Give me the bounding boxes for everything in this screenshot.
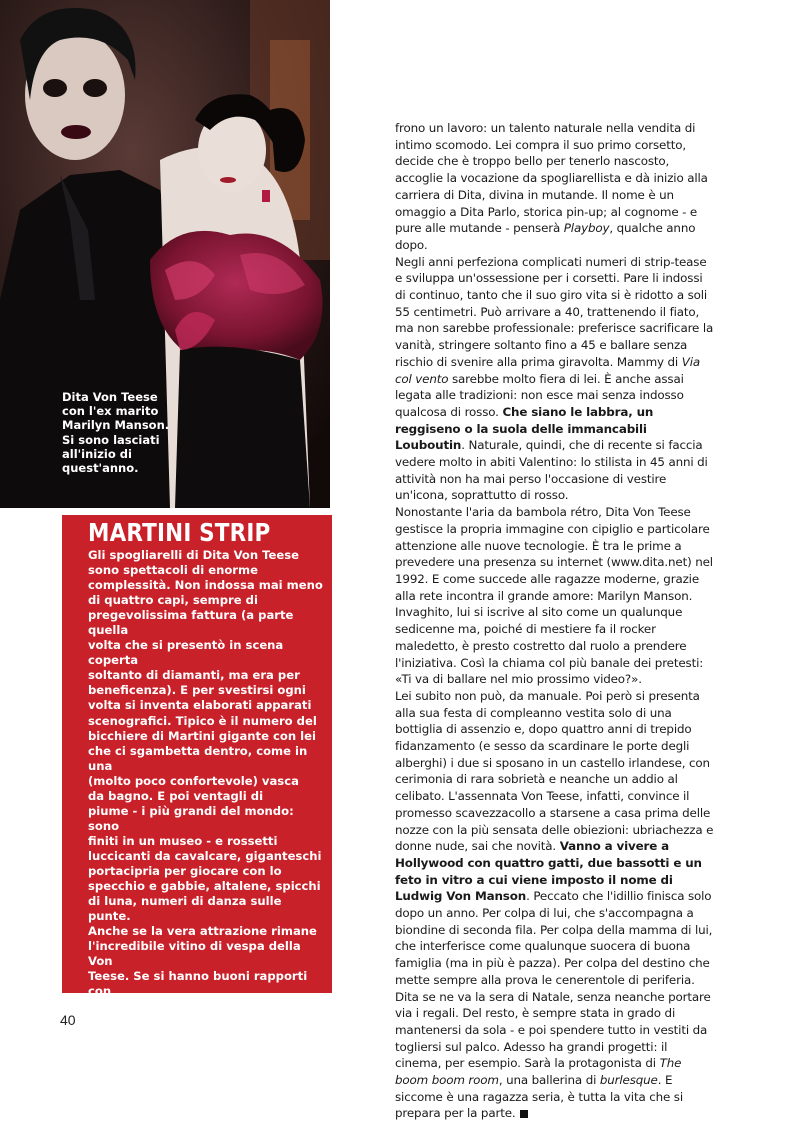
photo-caption: Dita Von Teese con l'ex marito Marilyn Manson. Si sono lasciati all'inizio di quest'anno. xyxy=(62,390,170,476)
article-text: Lei subito non può, da manuale. Poi però si presenta alla sua festa di compleanno vestita solo di una bottiglia di assenzio e, dopo quattro anni di trepido fidanzamento (e sesso da scardinare le porte degli alberghi) i due si sposano in un castello irlandese, con cerimonia di rara sobrietà e neanche un addio al celibato. L'assennata Von Teese, infatti, convince il promesso scavezzacollo a starsene a casa prima delle nozze con la più sensata delle obiezioni: ubriachezza e donne nude, sai che novità. xyxy=(395,688,714,854)
article-text: . Peccato che l'idillio finisca solo dopo un anno. Per colpa di lui, che s'accompagna a biondine di seconda fila. Per colpa della mamma di lui, che interferisce come qualunque suocera di buona famiglia (ma in più è pazza). Per colpa del destino che mette sempre alla prova le cenerentole di periferia. Dita se ne va la sera di Natale, senza neanche portare via i regali. Del resto, è sempre stata in grado di mantenersi da sola - e poi spendere tutto in vestiti da togliersi sul palco. Adesso ha grandi progetti: il cinema, per esempio. Sarà la protagonista di xyxy=(395,889,713,1071)
article-text: , una ballerina di xyxy=(498,1073,600,1088)
article-paragraph xyxy=(395,120,715,254)
article-paragraph: Nonostante l'aria da bambola rétro, Dita Von Teese gestisce la propria immagine con cipiglio e particolare attenzione alle nuove tecnologie. È tra le prime a prevedere una presenza su internet (www.dita.net) nel 1992. E come succede alle ragazze moderne, grazie alla rete incontra il grande amore: Marilyn Manson. Invaghito, lui si iscrive al sito come un qualunque sedicenne ma, poiché di mestiere fa il rocker maledetto, è presto costretto dal ruolo a prendere l'iniziativa. Così la chiama col più banale dei pretesti: «Ti va di ballare nel mio prossimo video?». xyxy=(395,505,713,687)
article-text: sarebbe molto fiera di lei. È anche assai legata alle tradizioni: non esce mai senza indosso qualcosa di rosso. xyxy=(395,371,684,419)
article-paragraph xyxy=(395,688,715,1122)
sidebar-title: MARTINI STRIP xyxy=(88,518,271,547)
article-italic: Via col vento xyxy=(395,354,700,386)
article-italic: burlesque xyxy=(599,1073,658,1088)
article-italic: The boom boom room xyxy=(395,1056,682,1088)
article-bold: Che siano le labbra, un reggiseno o la suola delle immancabili Louboutin xyxy=(395,404,654,453)
article-paragraph xyxy=(395,254,715,505)
article-text: frono un lavoro: un talento naturale nella vendita di intimo scomodo. Lei compra il suo primo corsetto, decide che è troppo bello per tenerlo nascosto, accoglie la vocazione da spogliarellista e dà inizio alla carriera di Dita, divina in mutande. Il nome è un omaggio a Dita Parlo, storica pin-up; al cognome - e pure alle mutande - penserà xyxy=(395,121,708,236)
end-of-article-square-icon xyxy=(520,1110,528,1118)
article-text: . E siccome è una ragazza seria, è tutta la vita che si prepara per la parte. xyxy=(395,1073,684,1121)
article-text: . Naturale, quindi, che di recente si faccia vedere molto in abiti Valentino: lo stilista in 45 anni di attività non ha mai perso l'occasione di vestire un'icona, soprattutto di rosso. xyxy=(395,438,708,503)
page-number: 40 xyxy=(60,1012,76,1028)
article-text: , qualche anno dopo. xyxy=(395,221,696,252)
article-bold: Vanno a vivere a Hollywood con quattro gatti, due bassotti e un feto in vitro a cui viene imposto il nome di Ludwig Von Manson xyxy=(395,839,702,904)
article-text: Negli anni perfeziona complicati numeri di strip-tease e sviluppa un'ossessione per i corsetti. Pare li indossi di continuo, tanto che il suo giro vita si è ridotto a soli 55 centimetri. Può arrivare a 40, trattenendo il fiato, ma non sarebbe professionale: preferisce sacrificare la vanità, stringere soltanto fino a 45 e ballare senza rischio di svenire alla prima giravolta. Mammy di xyxy=(395,254,714,369)
cover-photo xyxy=(0,0,330,508)
article-body xyxy=(395,120,715,1122)
sidebar-body: Gli spogliarelli di Dita Von Teese sono spettacoli di enorme complessità. Non indossa mai meno di quattro capi, sempre di pregevolissima fattura (a parte quella volta che si presentò in scena coperta soltanto di diamanti, ma era per beneficenza). E per svestirsi ogni volta si inventa elaborati apparati scenografici. Tipico è il numero del bicchiere di Martini gigante con lei che ci sgambetta dentro, come in una (molto poco confortevole) vasca da bagno. E poi ventagli di piume - i più grandi del mondo: sono finiti in un museo - e rossetti luccicanti da cavalcare, giganteschi portacipria per giocare con lo specchio e gabbie, altalene, spicchi di luna, numeri di danza sulle punte. Anche se la vera attrazione rimane l'incredibile vitino di vespa della Von Teese. Se si hanno buoni rapporti con l'estetica circense, insomma, e fidanzati meritevoli di un premio, Dita Von Teese sarà in Italia, al "Summer Jamboree" di Senigallia, il 25 agosto. Solo per signore con moltissima autostima. xyxy=(88,548,323,1089)
article-italic: Playboy xyxy=(563,221,610,236)
